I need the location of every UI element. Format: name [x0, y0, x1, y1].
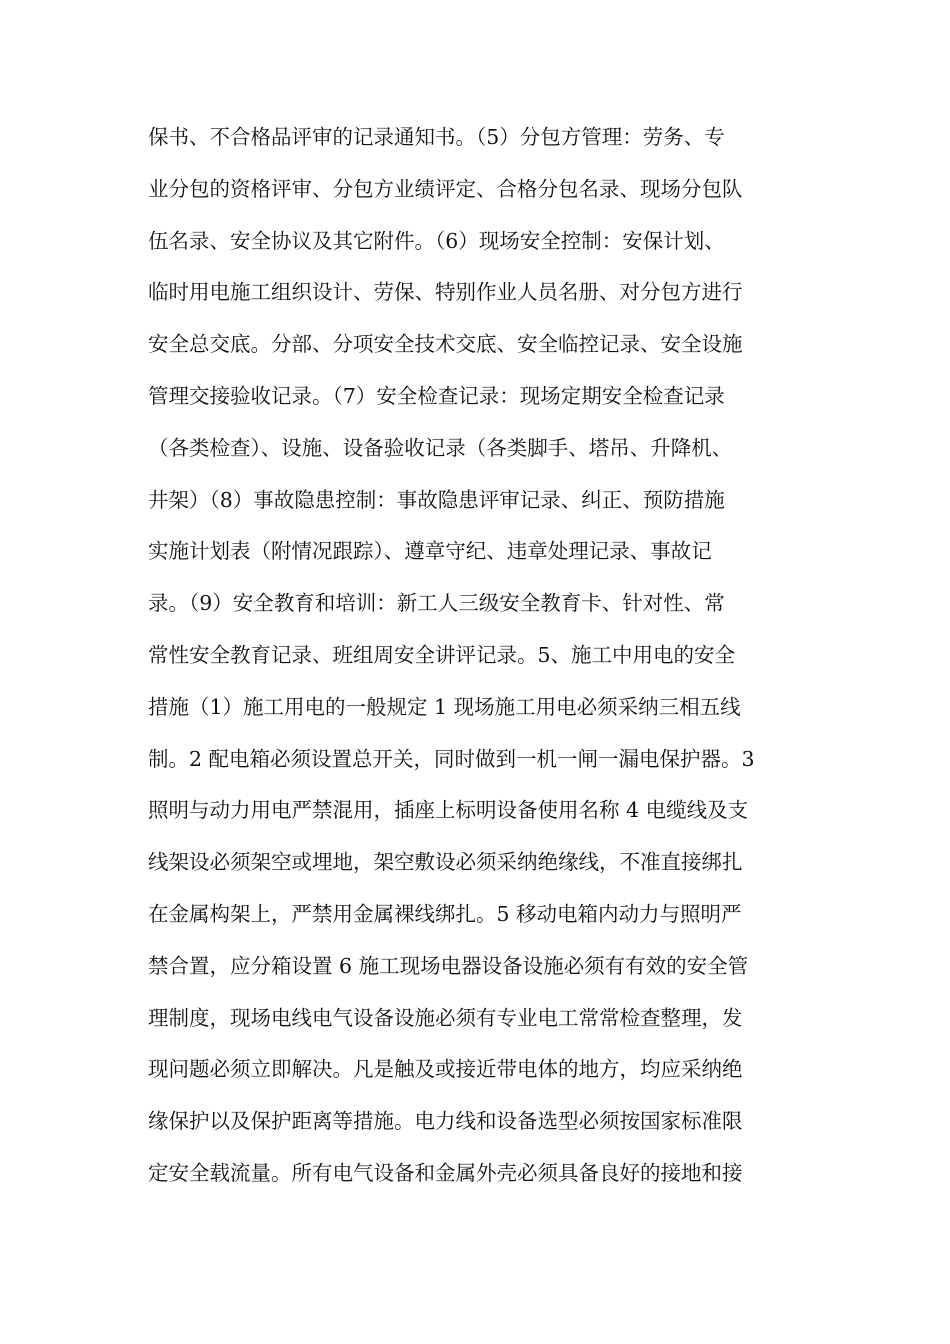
body-text: [148, 112, 808, 1200]
text-line: 保书、不合格品评审的记录通知书。（5）分包方管理：劳务、专: [148, 125, 725, 149]
text-line: 定安全载流量。所有电气设备和金属外壳必须具备良好的接地和接: [148, 1160, 743, 1185]
text-line: 理制度，现场电线电气设备设施必须有专业电工常常检查整理，发: [148, 1005, 743, 1030]
text-line: 管理交接验收记录。（7）安全检查记录：现场定期安全检查记录: [148, 383, 725, 408]
text-line: 业分包的资格评审、分包方业绩评定、合格分包名录、现场分包队: [148, 176, 743, 201]
text-line: 缘保护以及保护距离等措施。电力线和设备选型必须按国家标准限: [148, 1109, 743, 1134]
text-line: 禁合置，应分箱设置 6 施工现场电器设备设施必须有有效的安全管: [148, 953, 749, 978]
text-line: 在金属构架上，严禁用金属裸线绑扎。5 移动电箱内动力与照明严: [148, 901, 742, 926]
text-line: 安全总交底。分部、分项安全技术交底、安全临控记录、安全设施: [148, 332, 743, 357]
text-line: 录。（9）安全教育和培训：新工人三级安全教育卡、针对性、常: [148, 591, 725, 616]
text-line: 伍名录、安全协议及其它附件。（6）现场安全控制：安保计划、: [148, 228, 725, 253]
text-line: 线架设必须架空或埋地，架空敷设必须采纳绝缘线，不准直接绑扎: [148, 850, 743, 875]
text-line: （各类检查）、设施、设备验收记录（各类脚手、塔吊、升降机、: [148, 435, 733, 460]
text-line: 常性安全教育记录、班组周安全讲评记录。5、施工中用电的安全: [148, 642, 736, 667]
text-line: 实施计划表（附情况跟踪）、遵章守纪、违章处理记录、事故记: [148, 539, 712, 564]
text-line: 措施（1）施工用电的一般规定 1 现场施工用电必须采纳三相五线: [148, 694, 741, 719]
text-line: 临时用电施工组织设计、劳保、特别作业人员名册、对分包方进行: [148, 280, 743, 305]
text-line: 制。2 配电箱必须设置总开关，同时做到一机一闸一漏电保护器。3: [148, 746, 755, 771]
text-line: 井架）（8）事故隐患控制：事故隐患评审记录、纠正、预防措施: [148, 487, 725, 512]
text-line: 现问题必须立即解决。凡是触及或接近带电体的地方，均应采纳绝: [148, 1057, 743, 1082]
text-line: 照明与动力用电严禁混用，插座上标明设备使用名称 4 电缆线及支: [148, 798, 749, 823]
